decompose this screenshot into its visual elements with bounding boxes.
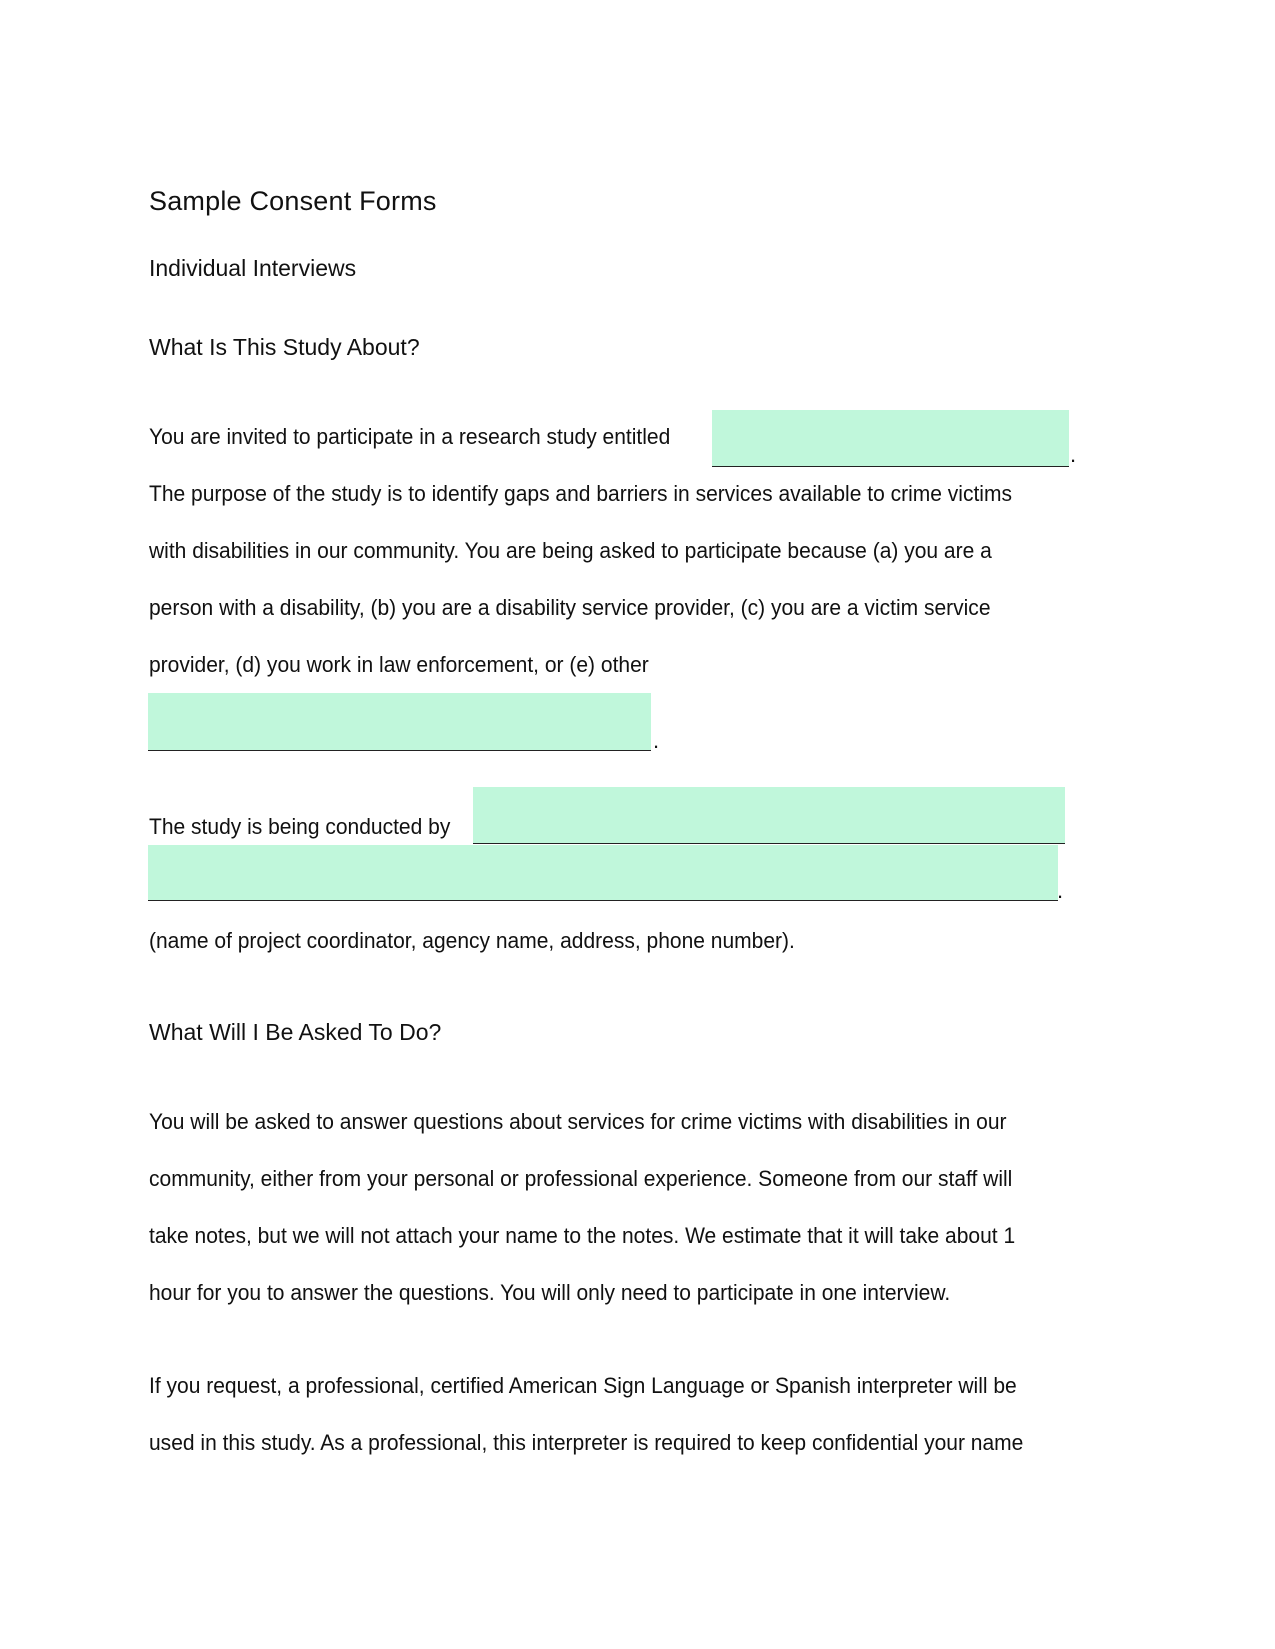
- paragraph-line: You are invited to participate in a research study entitled: [149, 424, 671, 449]
- paragraph-line: community, either from your personal or professional experience. Someone from our staff will: [149, 1166, 1013, 1191]
- paragraph-line: used in this study. As a professional, this interpreter is required to keep confidential your name: [149, 1430, 1024, 1455]
- paragraph-line: person with a disability, (b) you are a disability service provider, (c) you are a victim service: [149, 595, 991, 620]
- period-mark: .: [653, 728, 660, 753]
- paragraph-line: The purpose of the study is to identify gaps and barriers in services available to crime victims: [149, 481, 1012, 506]
- conductor-field-line1[interactable]: [473, 787, 1065, 844]
- other-role-field[interactable]: [148, 693, 651, 751]
- period-mark: .: [1070, 442, 1077, 467]
- section-heading-asked-to-do: What Will I Be Asked To Do?: [149, 1019, 442, 1045]
- conducted-by-note: (name of project coordinator, agency name, address, phone number).: [149, 928, 795, 953]
- paragraph-line: If you request, a professional, certified American Sign Language or Spanish interpreter will be: [149, 1373, 1017, 1398]
- section-heading-study-about: What Is This Study About?: [149, 334, 420, 360]
- paragraph-line: provider, (d) you work in law enforcement, or (e) other: [149, 652, 649, 677]
- page-title: Sample Consent Forms: [149, 186, 437, 216]
- paragraph-line: You will be asked to answer questions about services for crime victims with disabilities in our: [149, 1109, 1007, 1134]
- study-title-field[interactable]: [712, 410, 1069, 467]
- page-subtitle: Individual Interviews: [149, 255, 357, 281]
- paragraph-line: take notes, but we will not attach your name to the notes. We estimate that it will take about 1: [149, 1223, 1016, 1248]
- conducted-by-label: The study is being conducted by: [149, 814, 451, 839]
- paragraph-line: with disabilities in our community. You are being asked to participate because (a) you are a: [149, 538, 992, 563]
- conductor-field-line2[interactable]: [148, 845, 1058, 901]
- paragraph-line: hour for you to answer the questions. You will only need to participate in one interview.: [149, 1280, 951, 1305]
- period-mark: .: [1057, 878, 1064, 903]
